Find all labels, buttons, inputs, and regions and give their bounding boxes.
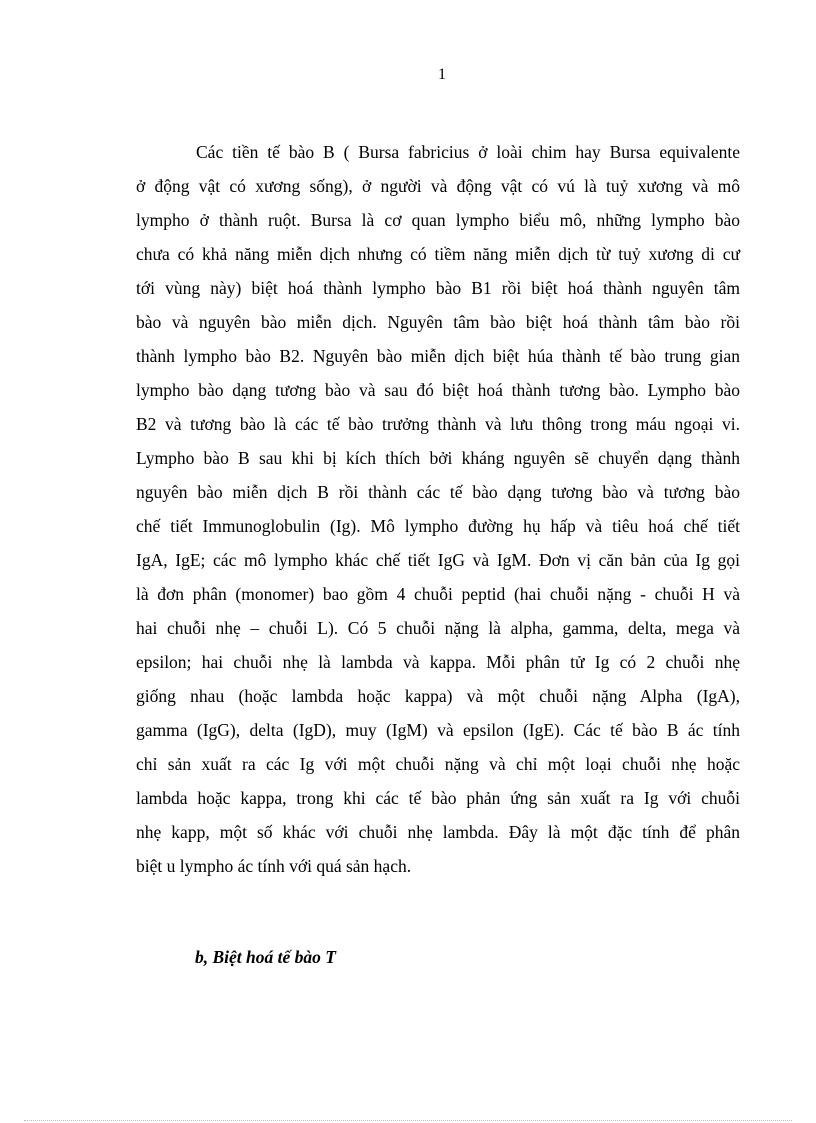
paragraph-line: chế tiết Immunoglobulin (Ig). Mô lympho đường hụ hấp và tiêu hoá chế tiết: [136, 516, 740, 536]
paragraph-line: gamma (IgG), delta (IgD), muy (IgM) và epsilon (IgE). Các tế bào B ác tính: [136, 720, 740, 740]
paragraph-line: tới vùng này) biệt hoá thành lympho bào B1 rồi biệt hoá thành nguyên tâm: [136, 278, 740, 298]
paragraph-line: nguyên bào miễn dịch B rồi thành các tế bào dạng tương bào và tương bào: [136, 482, 740, 502]
body-paragraph: [136, 140, 740, 888]
paragraph-line: lympho ở thành ruột. Bursa là cơ quan lympho biểu mô, những lympho bào: [136, 210, 740, 230]
page-number: 1: [438, 66, 446, 83]
paragraph-line: thành lympho bào B2. Nguyên bào miễn dịch biệt húa thành tế bào trung gian: [136, 346, 740, 366]
paragraph-line: B2 và tương bào là các tế bào trưởng thành và lưu thông trong máu ngoại vi.: [136, 414, 740, 434]
page-bottom-rule: [24, 1120, 792, 1121]
paragraph-line: chỉ sản xuất ra các Ig với một chuỗi nặng và chỉ một loại chuỗi nhẹ hoặc: [136, 754, 740, 774]
paragraph-line: lympho bào dạng tương bào và sau đó biệt hoá thành tương bào. Lympho bào: [136, 380, 740, 400]
paragraph-line: giống nhau (hoặc lambda hoặc kappa) và một chuỗi nặng Alpha (IgA),: [136, 686, 740, 706]
paragraph-line: Các tiền tế bào B ( Bursa fabricius ở loài chim hay Bursa equivalente: [196, 142, 740, 162]
section-heading: b, Biệt hoá tế bào T: [195, 947, 336, 967]
paragraph-line: nhẹ kapp, một số khác với chuỗi nhẹ lambda. Đây là một đặc tính để phân: [136, 822, 740, 842]
paragraph-line: bào và nguyên bào miễn dịch. Nguyên tâm bào biệt hoá thành tâm bào rồi: [136, 312, 740, 332]
paragraph-line: là đơn phân (monomer) bao gồm 4 chuỗi peptid (hai chuỗi nặng - chuỗi H và: [136, 584, 740, 604]
paragraph-line: epsilon; hai chuỗi nhẹ là lambda và kappa. Mỗi phân tử Ig có 2 chuỗi nhẹ: [136, 652, 740, 672]
paragraph-line: IgA, IgE; các mô lympho khác chế tiết IgG và IgM. Đơn vị căn bản của Ig gọi: [136, 550, 740, 570]
paragraph-line: lambda hoặc kappa, trong khi các tế bào phản ứng sản xuất ra Ig với chuỗi: [136, 788, 740, 808]
paragraph-line: Lympho bào B sau khi bị kích thích bởi kháng nguyên sẽ chuyển dạng thành: [136, 448, 740, 468]
paragraph-line: biệt u lympho ác tính với quá sản hạch.: [136, 856, 412, 876]
paragraph-line: chưa có khả năng miễn dịch nhưng có tiềm năng miễn dịch từ tuỷ xương di cư: [136, 244, 740, 264]
paragraph-line: hai chuỗi nhẹ – chuỗi L). Có 5 chuỗi nặng là alpha, gamma, delta, mega và: [136, 618, 740, 638]
paragraph-line: ở động vật có xương sống), ở người và động vật có vú là tuỷ xương và mô: [136, 176, 740, 196]
